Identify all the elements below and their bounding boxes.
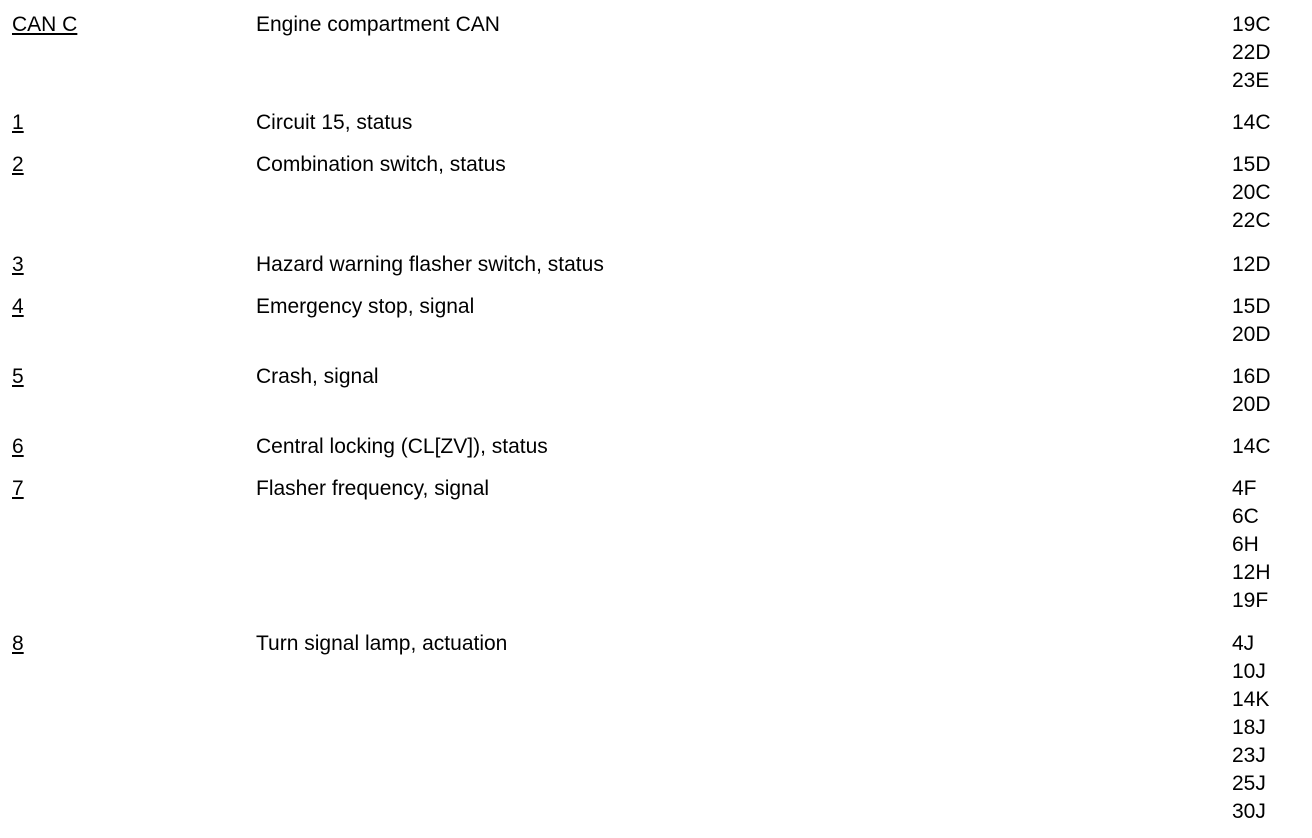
code-link[interactable]: 1	[12, 111, 24, 134]
reference: 20D	[1232, 393, 1271, 416]
description: Combination switch, status	[256, 153, 506, 176]
code-link[interactable]: CAN C	[12, 13, 78, 36]
code-link[interactable]: 4	[12, 295, 24, 318]
reference: 20C	[1232, 181, 1271, 204]
reference: 14K	[1232, 688, 1270, 711]
code-link[interactable]: 3	[12, 253, 24, 276]
reference-list	[1232, 293, 1271, 349]
reference-list	[1232, 630, 1269, 826]
reference: 25J	[1232, 772, 1266, 795]
reference: 14C	[1232, 435, 1271, 458]
reference: 15D	[1232, 153, 1271, 176]
reference-list	[1232, 363, 1271, 419]
description: Central locking (CL[ZV]), status	[256, 435, 548, 458]
reference: 12H	[1232, 561, 1271, 584]
reference: 19C	[1232, 13, 1271, 36]
description: Crash, signal	[256, 365, 379, 388]
code-link[interactable]: 7	[12, 477, 24, 500]
reference: 23J	[1232, 744, 1266, 767]
reference-list	[1232, 475, 1271, 615]
reference: 15D	[1232, 295, 1271, 318]
reference: 6C	[1232, 505, 1259, 528]
reference-list	[1232, 11, 1271, 95]
reference: 30J	[1232, 800, 1266, 823]
code-link[interactable]: 2	[12, 153, 24, 176]
reference: 14C	[1232, 111, 1271, 134]
reference: 22C	[1232, 209, 1271, 232]
description: Emergency stop, signal	[256, 295, 475, 318]
description: Engine compartment CAN	[256, 13, 500, 36]
reference: 16D	[1232, 365, 1271, 388]
code-link[interactable]: 8	[12, 632, 24, 655]
reference: 19F	[1232, 589, 1269, 612]
reference: 23E	[1232, 69, 1270, 92]
reference-list	[1232, 151, 1271, 235]
reference: 22D	[1232, 41, 1271, 64]
description: Circuit 15, status	[256, 111, 413, 134]
description: Turn signal lamp, actuation	[256, 632, 508, 655]
code-link[interactable]: 6	[12, 435, 24, 458]
reference-list	[1232, 433, 1271, 461]
reference: 6H	[1232, 533, 1259, 556]
description: Hazard warning flasher switch, status	[256, 253, 604, 276]
reference: 18J	[1232, 716, 1266, 739]
description: Flasher frequency, signal	[256, 477, 490, 500]
reference: 4F	[1232, 477, 1257, 500]
reference: 12D	[1232, 253, 1271, 276]
reference-list	[1232, 109, 1271, 137]
reference: 10J	[1232, 660, 1266, 683]
code-link[interactable]: 5	[12, 365, 24, 388]
reference-list	[1232, 251, 1271, 279]
reference: 20D	[1232, 323, 1271, 346]
reference: 4J	[1232, 632, 1255, 655]
